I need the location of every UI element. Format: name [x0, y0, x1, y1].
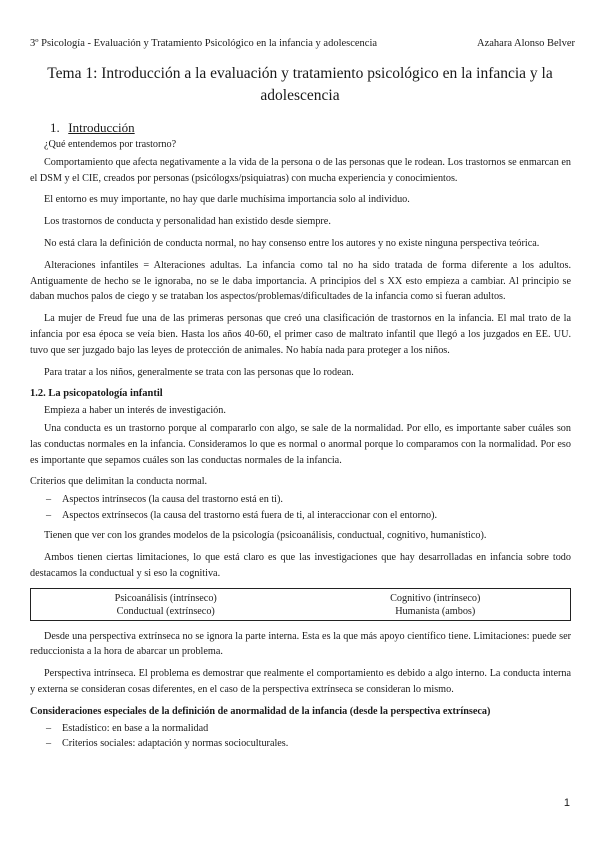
paragraph: Comportamiento que afecta negativamente a la vida de la persona o de las personas que le rodean. Los trastornos se enmarcan en el DSM y el CIE, creados por personas (psicólogxs/psiquiatras) con mucha experiencia y conocimientos. — [30, 156, 571, 184]
document-title: Tema 1: Introducción a la evaluación y tratamiento psicológico en la infancia y la adolescencia — [47, 65, 553, 104]
list-item-text: Estadístico: en base a la normalidad — [62, 722, 209, 734]
section-heading-introduccion — [50, 120, 571, 136]
list-item: – Aspectos extrínsecos (la causa del trastorno está fuera de ti, al interaccionar con el entorno). — [46, 509, 438, 521]
table-row — [31, 605, 570, 618]
header-course: 3º Psicología - Evaluación y Tratamiento Psicológico en la infancia y adolescencia — [30, 38, 378, 49]
paragraph: Tienen que ver con los grandes modelos de la psicología (psicoanálisis, conductual, cognitivo, humanístico). — [44, 530, 487, 542]
paragraph: Empieza a haber un interés de investigación. — [44, 405, 226, 417]
section-number: 1. — [50, 120, 60, 135]
header-author: Azahara Alonso Belver — [477, 38, 575, 49]
section-label: Introducción — [68, 120, 135, 135]
table-cell: Psicoanálisis (intrínseco) — [114, 592, 217, 604]
document-body — [30, 120, 571, 757]
paragraph: El entorno es muy importante, no hay que darle muchísima importancia solo al individuo. — [44, 194, 410, 206]
list-item-text: Criterios sociales: adaptación y normas socioculturales. — [62, 738, 289, 750]
paragraph: Alteraciones infantiles = Alteraciones adultas. La infancia como tal no ha sido tratada de forma diferente a los adultos. Antiguamente de hecho se le ignoraba, no se le daba importancia. A principios del s XX esto empieza a cambiar. Al principio se daban muchos palos de ciego y se trataban los aspectos/problemas/dificultades de la infancia como si fueran adultos. — [30, 259, 571, 303]
paragraph: Desde una perspectiva extrínseca no se ignora la parte interna. Esta es la que más apoyo científico tiene. Limitaciones: puede ser reduccionista a la hora de abarcar un problema. — [30, 630, 571, 658]
list-item-text: Aspectos extrínsecos (la causa del trastorno está fuera de ti, al interaccionar con el entorno). — [62, 509, 438, 521]
page-header — [30, 38, 575, 49]
considerations-heading: Consideraciones especiales de la definición de anormalidad de la infancia (desde la perspectiva extrínseca) — [30, 705, 491, 717]
table-cell: Cognitivo (intrínseco) — [390, 592, 481, 604]
paragraph: La mujer de Freud fue una de las primeras personas que creó una clasificación de trastornos en la infancia. El mal trato de la infancia por esa época se veía bien. Hasta los años 40-60, el primer caso de maltrato infantil que llegó a los juzgados en EE. UU. tuvo que ser juzgado bajo las leyes de protección de animales. No había nada para proteger a los niños. — [30, 313, 571, 356]
page-number: 1 — [563, 797, 570, 809]
table-row — [31, 592, 570, 605]
list-item: – Estadístico: en base a la normalidad — [46, 722, 209, 734]
criteria-list — [30, 492, 571, 523]
list-item: – Aspectos intrínsecos (la causa del trastorno está en ti). — [46, 494, 283, 506]
paragraph: Los trastornos de conducta y personalidad han existido desde siempre. — [44, 216, 331, 228]
table-cell: Humanista (ambos) — [395, 605, 476, 617]
table-cell: Conductual (extrínseco) — [116, 605, 215, 617]
paragraph: Para tratar a los niños, generalmente se trata con las personas que lo rodean. — [44, 366, 354, 378]
paragraph: Ambos tienen ciertas limitaciones, lo que está claro es que las investigaciones que hay desarrolladas en infancia sobre todo destacamos la conductual y si eso la cognitiva. — [30, 551, 571, 579]
criteria-intro: Criterios que delimitan la conducta normal. — [30, 476, 208, 488]
paragraph: No está clara la definición de conducta normal, no hay consenso entre los autores y no existe ninguna perspectiva teórica. — [44, 237, 540, 249]
list-item-text: Aspectos intrínsecos (la causa del trastorno está en ti). — [62, 494, 283, 506]
models-table — [30, 588, 571, 621]
paragraph: Perspectiva intrínseca. El problema es demostrar que realmente el comportamiento es debido a algo interno. La conducta interna y externa se consideran cosas diferentes, en el caso de la perspectiva extrínseca se consideran lo mismo. — [30, 668, 571, 695]
paragraph: Una conducta es un trastorno porque al compararlo con algo, se sale de la normalidad. Por ello, es importante saber cuáles son las conductas normales en la infancia. Consideramos lo que es normal o anormal porque lo comparamos con la normalidad. Por eso es importante que sepamos cuáles son las conductas normales de la infancia. — [30, 422, 571, 466]
list-item: – Criterios sociales: adaptación y normas socioculturales. — [46, 738, 289, 750]
considerations-list — [30, 721, 571, 752]
subsection-heading-psicopatologia: 1.2. La psicopatología infantil — [30, 388, 163, 400]
paragraph: ¿Qué entendemos por trastorno? — [44, 139, 177, 150]
